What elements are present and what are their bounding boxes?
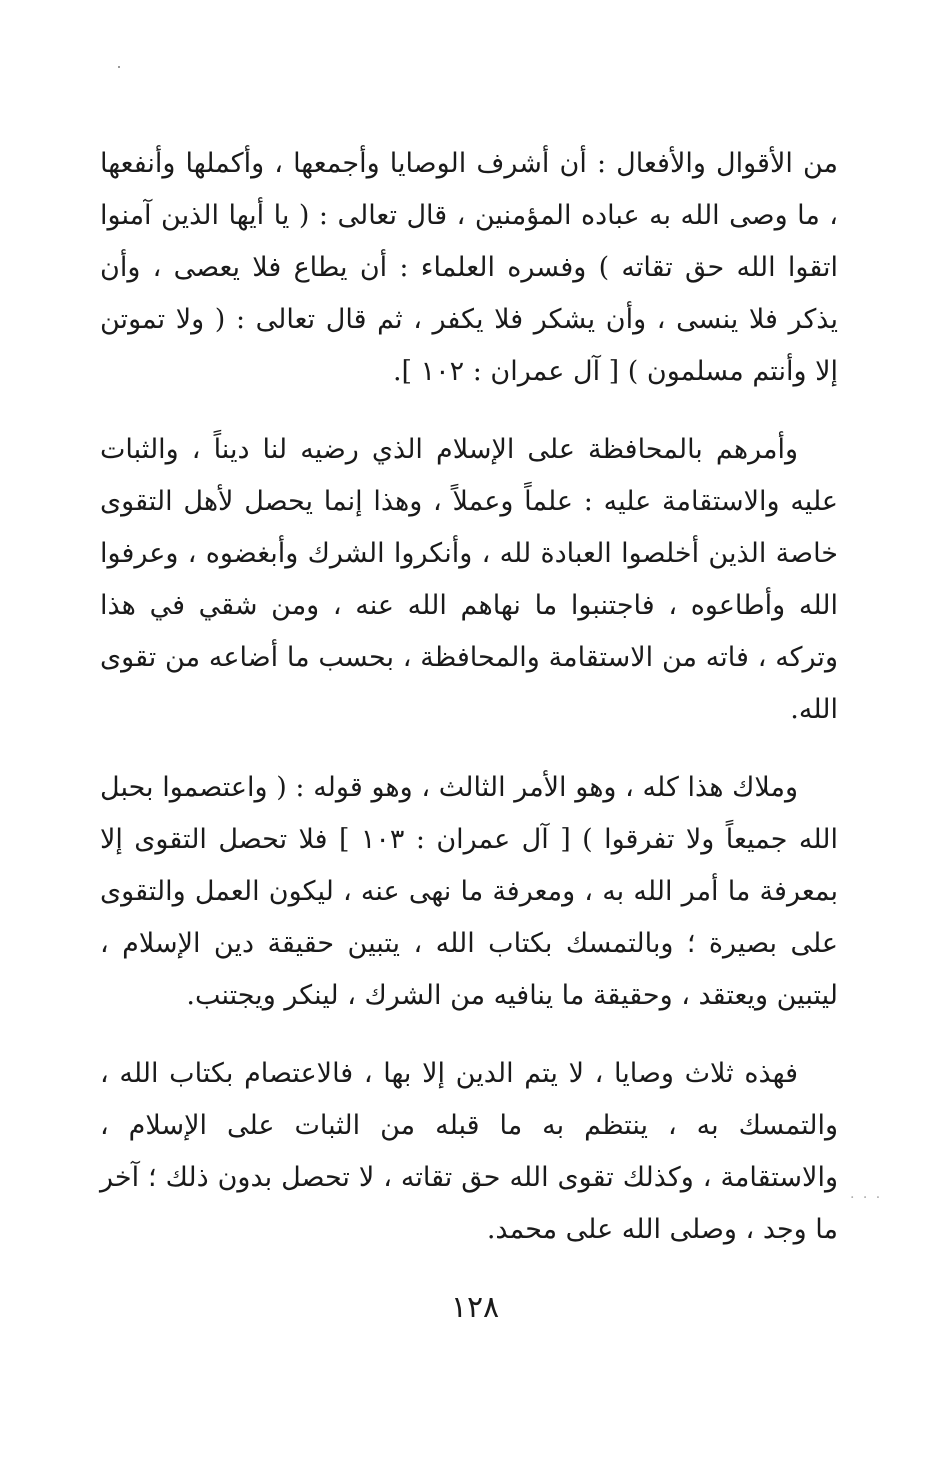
margin-scan-marks: · · · bbox=[850, 1190, 883, 1206]
body-text bbox=[100, 138, 838, 1282]
paragraph-1: من الأقوال والأفعال : أن أشرف الوصايا وأجمعها ، وأكملها وأنفعها ، ما وصى الله به عباده المؤمنين ، قال تعالى : ( يا أيها الذين آمنوا اتقوا الله حق تقاته ) وفسره العلماء : أن يطاع فلا يعصى ، وأن يذكر فلا ينسى ، وأن يشكر فلا يكفر ، ثم قال تعالى : ( ولا تموتن إلا وأنتم مسلمون ) [ آل عمران : ١٠٢ ]. bbox=[100, 148, 838, 387]
paragraph-2: وأمرهم بالمحافظة على الإسلام الذي رضيه لنا ديناً ، والثبات عليه والاستقامة عليه : علماً وعملاً ، وهذا إنما يحصل لأهل التقوى خاصة الذين أخلصوا العبادة لله ، وأنكروا الشرك وأبغضوه ، وعرفوا الله وأطاعوه ، فاجتنبوا ما نهاهم الله عنه ، ومن شقي في هذا وتركه ، فاته من الاستقامة والمحافظة ، بحسب ما أضاعه من تقوى الله. bbox=[100, 434, 838, 725]
page-number: ١٢٨ bbox=[450, 1290, 500, 1325]
scan-speck bbox=[118, 66, 120, 68]
paragraph-3: وملاك هذا كله ، وهو الأمر الثالث ، وهو قوله : ( واعتصموا بحبل الله جميعاً ولا تفرقوا ) [ آل عمران : ١٠٣ ] فلا تحصل التقوى إلا بمعرفة ما أمر الله به ، ومعرفة ما نهى عنه ، ليكون العمل والتقوى على بصيرة ؛ وبالتمسك بكتاب الله ، يتبين حقيقة دين الإسلام ، ليتبين ويعتقد ، وحقيقة ما ينافيه من الشرك ، لينكر ويجتنب. bbox=[100, 772, 838, 1011]
paragraph-4: فهذه ثلاث وصايا ، لا يتم الدين إلا بها ، فالاعتصام بكتاب الله ، والتمسك به ، ينتظم به ما قبله من الثبات على الإسلام ، والاستقامة ، وكذلك تقوى الله حق تقاته ، لا تحصل بدون ذلك ؛ آخر ما وجد ، وصلى الله على محمد. bbox=[100, 1058, 838, 1245]
